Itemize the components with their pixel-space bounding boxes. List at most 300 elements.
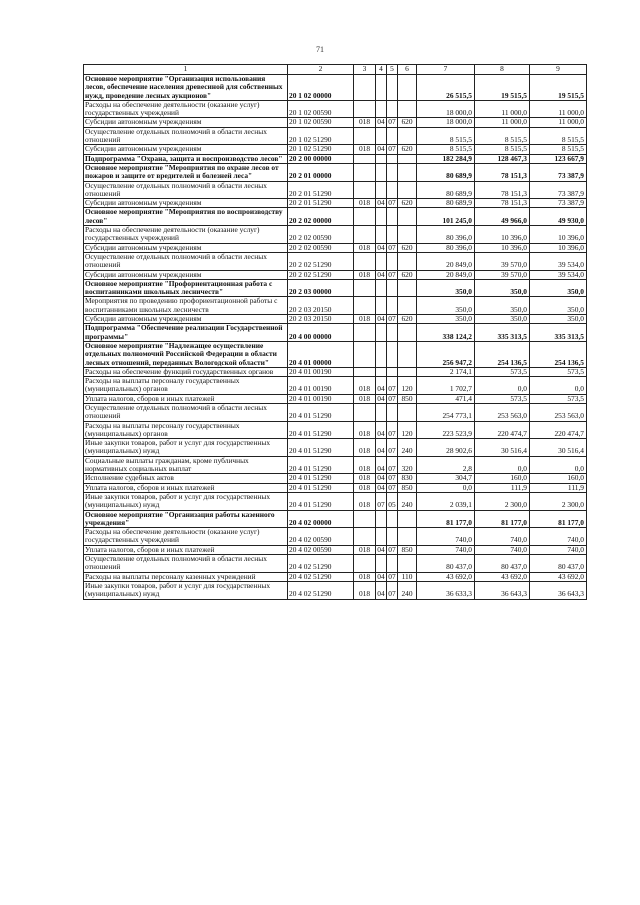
table-row (84, 394, 587, 403)
row-code-cell: 20 2 02 51290 (288, 252, 354, 270)
row-col4-cell: 04 (377, 243, 385, 252)
table-row (84, 528, 587, 546)
row-value8-cell: 350,0 (475, 315, 530, 324)
row-col3-cell: 018 (354, 199, 376, 208)
row-value7-cell: 304,7 (417, 474, 475, 483)
table-row (84, 341, 587, 367)
row-col3-cell (354, 367, 376, 376)
row-col3-cell: 018 (354, 243, 376, 252)
row-value8-cell: 49 966,0 (475, 208, 530, 226)
column-header: 2 (288, 65, 354, 75)
row-value9-cell: 573,5 (530, 367, 587, 376)
row-col4-cell: 04 (376, 377, 387, 395)
row-col4-cell (376, 163, 387, 181)
row-col5-cell (387, 127, 398, 145)
row-col4-cell: 04 (377, 144, 385, 154)
row-col5-cell (387, 181, 398, 199)
column-header: 9 (530, 65, 587, 75)
row-col5-cell: 07 (388, 198, 396, 208)
row-value9-cell: 0,0 (530, 456, 587, 474)
row-col4-cell (376, 324, 387, 342)
row-col3-cell (354, 341, 376, 367)
row-col5-cell: 07 (388, 473, 396, 483)
row-name-cell: Субсидии автономным учреждениям (84, 199, 288, 208)
row-col4-cell: 04 (377, 394, 385, 403)
row-value7-cell: 182 284,9 (417, 154, 475, 163)
row-value7-cell: 20 849,0 (417, 252, 475, 270)
row-code-cell: 20 4 01 51290 (288, 439, 354, 457)
row-value9-cell: 81 177,0 (530, 510, 587, 528)
row-col5-cell: 07 (388, 117, 396, 127)
row-value9-cell: 0,0 (530, 377, 587, 395)
row-col5-cell: 07 (387, 421, 398, 439)
row-value8-cell: 39 570,0 (475, 270, 530, 279)
row-value9-cell: 220 474,7 (530, 421, 587, 439)
table-row (84, 483, 587, 492)
row-col5-cell (387, 555, 398, 573)
row-col4-cell (376, 367, 387, 376)
row-value8-cell: 39 570,0 (475, 252, 530, 270)
row-col3-cell: 018 (354, 581, 376, 599)
table-row (84, 456, 587, 474)
row-code-cell: 20 2 02 51290 (288, 270, 354, 279)
table-row (84, 100, 587, 118)
table-row (84, 243, 587, 252)
table-row (84, 474, 587, 483)
row-code-cell: 20 2 01 00000 (288, 163, 354, 181)
row-col3-cell (354, 75, 376, 101)
row-col4-cell (376, 100, 387, 118)
row-value7-cell: 8 515,5 (417, 127, 475, 145)
row-value8-cell: 10 396,0 (475, 243, 530, 252)
row-value8-cell: 78 151,3 (475, 181, 530, 199)
table-row (84, 226, 587, 244)
row-value8-cell: 160,0 (475, 474, 530, 483)
row-col5-cell (387, 75, 398, 101)
row-col6-cell: 240 (398, 492, 417, 510)
row-name-cell: Основное мероприятие "Надлежащее осуществление отдельных полномочий Российской Федерации в области лесных отношений, переданных Вологодской области" (84, 341, 288, 367)
row-col3-cell: 018 (354, 394, 376, 403)
row-col3-cell (354, 324, 376, 342)
row-name-cell: Осуществление отдельных полномочий в области лесных отношений (84, 181, 288, 199)
row-col5-cell: 07 (388, 144, 396, 154)
row-value9-cell: 350,0 (530, 297, 587, 315)
row-value9-cell: 573,5 (530, 394, 587, 403)
row-col4-cell: 04 (377, 473, 385, 483)
table-row (84, 199, 587, 208)
row-col6-cell (398, 226, 417, 244)
row-code-cell: 20 4 01 00000 (288, 341, 354, 367)
row-name-cell: Основное мероприятие "Профориентационная работа с воспитанниками школьных лесничеств" (84, 279, 288, 297)
row-col4-cell: 04 (377, 545, 385, 554)
row-col6-cell (398, 75, 417, 101)
row-name-cell: Расходы на обеспечение деятельности (оказание услуг) государственных учреждений (84, 528, 288, 546)
row-value7-cell: 740,0 (417, 545, 475, 554)
table-row (84, 377, 587, 395)
row-col6-cell: 830 (398, 474, 417, 483)
row-value8-cell: 81 177,0 (475, 510, 530, 528)
row-col6-cell (398, 163, 417, 181)
row-col3-cell (354, 528, 376, 546)
row-value8-cell: 11 000,0 (475, 118, 530, 127)
row-code-cell: 20 2 02 00000 (288, 208, 354, 226)
row-name-cell: Основное мероприятие "Мероприятия по охране лесов от пожаров и защите от вредителей и болезней леса" (84, 163, 288, 181)
row-value8-cell: 0,0 (475, 456, 530, 474)
row-col4-cell: 04 (377, 117, 385, 127)
row-col5-cell: 07 (388, 270, 396, 279)
row-col6-cell (398, 100, 417, 118)
row-col3-cell (354, 226, 376, 244)
row-col6-cell (398, 297, 417, 315)
row-value8-cell: 2 300,0 (475, 492, 530, 510)
row-col5-cell: 07 (388, 243, 396, 252)
row-value9-cell: 73 387,9 (530, 181, 587, 199)
row-value7-cell: 43 692,0 (417, 572, 475, 581)
table-row (84, 367, 587, 376)
row-col4-cell (376, 279, 387, 297)
row-col3-cell: 018 (354, 377, 376, 395)
row-code-cell: 20 2 02 00590 (288, 226, 354, 244)
row-value7-cell: 36 633,3 (417, 581, 475, 599)
row-col3-cell: 018 (354, 492, 376, 510)
row-value9-cell: 8 515,5 (530, 145, 587, 154)
row-code-cell: 20 4 02 51290 (288, 555, 354, 573)
row-code-cell: 20 1 02 00590 (288, 118, 354, 127)
row-value9-cell: 30 516,4 (530, 439, 587, 457)
row-value8-cell: 8 515,5 (475, 127, 530, 145)
row-col4-cell: 04 (376, 421, 387, 439)
row-value9-cell: 123 667,9 (530, 154, 587, 163)
row-value7-cell: 18 000,0 (417, 118, 475, 127)
row-name-cell: Расходы на обеспечение функций государственных органов (84, 367, 288, 376)
table-row (84, 403, 587, 421)
table-row (84, 154, 587, 163)
row-col5-cell (387, 510, 398, 528)
table-row (84, 315, 587, 324)
row-value7-cell: 80 689,9 (417, 199, 475, 208)
row-col4-cell: 07 (376, 492, 387, 510)
row-col6-cell: 620 (398, 270, 417, 279)
row-value7-cell: 80 396,0 (417, 226, 475, 244)
row-name-cell: Осуществление отдельных полномочий в области лесных отношений (84, 403, 288, 421)
row-name-cell: Субсидии автономным учреждениям (84, 145, 288, 154)
row-value9-cell: 43 692,0 (530, 572, 587, 581)
row-col4-cell: 04 (377, 483, 385, 492)
row-col6-cell: 620 (398, 315, 417, 324)
row-col6-cell: 620 (398, 199, 417, 208)
row-value9-cell: 11 000,0 (530, 100, 587, 118)
row-col3-cell (354, 279, 376, 297)
row-value9-cell: 36 643,3 (530, 581, 587, 599)
row-value9-cell: 80 437,0 (530, 555, 587, 573)
row-code-cell: 20 4 01 00190 (288, 394, 354, 403)
row-col5-cell: 07 (387, 456, 398, 474)
row-code-cell: 20 4 01 51290 (288, 483, 354, 492)
table-row (84, 297, 587, 315)
row-col6-cell (398, 208, 417, 226)
row-name-cell: Субсидии автономным учреждениям (84, 270, 288, 279)
row-name-cell: Основное мероприятие "Организация работы казенного учреждения" (84, 510, 288, 528)
row-col6-cell: 850 (398, 483, 417, 492)
table-row (84, 163, 587, 181)
table-row (84, 545, 587, 554)
row-value8-cell: 0,0 (475, 377, 530, 395)
row-name-cell: Уплата налогов, сборов и иных платежей (84, 545, 288, 554)
table-row (84, 208, 587, 226)
row-value8-cell: 740,0 (475, 545, 530, 554)
row-name-cell: Основное мероприятие "Организация использования лесов, обеспечение населения древесиной для собственных нужд, проведение лесных аукционов" (84, 75, 288, 101)
row-col4-cell (376, 403, 387, 421)
row-name-cell: Осуществление отдельных полномочий в области лесных отношений (84, 555, 288, 573)
row-name-cell: Расходы на выплаты персоналу государственных (муниципальных) органов (84, 377, 288, 395)
row-col3-cell: 018 (354, 118, 376, 127)
row-col6-cell: 120 (398, 421, 417, 439)
table-row (84, 181, 587, 199)
row-col3-cell: 018 (354, 315, 376, 324)
table-row (84, 324, 587, 342)
row-value8-cell: 36 643,3 (475, 581, 530, 599)
row-col4-cell (376, 154, 387, 163)
row-col3-cell (354, 510, 376, 528)
row-col5-cell: 07 (387, 439, 398, 457)
table-header-row (84, 65, 587, 75)
row-code-cell: 20 4 02 51290 (288, 581, 354, 599)
row-value8-cell: 253 563,0 (475, 403, 530, 421)
row-col3-cell: 018 (354, 421, 376, 439)
row-value8-cell: 128 467,3 (475, 154, 530, 163)
table-row (84, 252, 587, 270)
row-value8-cell: 30 516,4 (475, 439, 530, 457)
row-col6-cell (398, 181, 417, 199)
row-value9-cell: 111,9 (530, 483, 587, 492)
row-value9-cell: 740,0 (530, 528, 587, 546)
table-row (84, 127, 587, 145)
row-code-cell: 20 2 01 51290 (288, 181, 354, 199)
row-value8-cell: 78 151,3 (475, 199, 530, 208)
table-row (84, 555, 587, 573)
row-name-cell: Мероприятия по проведению профориентационной работы с воспитанниками школьных лесничеств (84, 297, 288, 315)
row-value8-cell: 43 692,0 (475, 572, 530, 581)
row-code-cell: 20 4 01 00190 (288, 367, 354, 376)
row-code-cell: 20 1 02 00590 (288, 100, 354, 118)
row-col3-cell (354, 154, 376, 163)
row-value9-cell: 160,0 (530, 474, 587, 483)
row-code-cell: 20 4 01 51290 (288, 421, 354, 439)
row-value8-cell: 19 515,5 (475, 75, 530, 101)
table-row (84, 421, 587, 439)
row-value8-cell: 350,0 (475, 297, 530, 315)
row-code-cell: 20 4 01 00190 (288, 377, 354, 395)
column-header: 8 (475, 65, 530, 75)
row-value8-cell: 220 474,7 (475, 421, 530, 439)
table-row (84, 572, 587, 581)
table-row (84, 439, 587, 457)
page-number: 71 (316, 45, 324, 54)
row-value7-cell: 101 245,0 (417, 208, 475, 226)
row-code-cell: 20 2 00 00000 (288, 154, 354, 163)
row-col5-cell (387, 297, 398, 315)
row-value7-cell: 18 000,0 (417, 100, 475, 118)
column-header: 4 (376, 65, 387, 75)
row-value9-cell: 740,0 (530, 545, 587, 554)
row-col3-cell (354, 127, 376, 145)
row-col5-cell (387, 341, 398, 367)
row-value7-cell: 20 849,0 (417, 270, 475, 279)
row-value7-cell: 80 689,9 (417, 181, 475, 199)
row-code-cell: 20 4 02 00000 (288, 510, 354, 528)
row-col3-cell: 018 (354, 456, 376, 474)
row-name-cell: Социальные выплаты гражданам, кроме публичных нормативных социальных выплат (84, 456, 288, 474)
table-row (84, 279, 587, 297)
row-name-cell: Расходы на обеспечение деятельности (оказание услуг) государственных учреждений (84, 226, 288, 244)
table-row (84, 510, 587, 528)
row-value8-cell: 8 515,5 (475, 145, 530, 154)
row-value7-cell: 80 689,9 (417, 163, 475, 181)
column-header: 7 (417, 65, 475, 75)
row-value8-cell: 350,0 (475, 279, 530, 297)
budget-table (83, 64, 587, 600)
row-name-cell: Уплата налогов, сборов и иных платежей (84, 483, 288, 492)
column-header: 5 (387, 65, 398, 75)
row-col5-cell (387, 226, 398, 244)
row-col3-cell (354, 297, 376, 315)
row-col3-cell (354, 181, 376, 199)
row-col4-cell (376, 226, 387, 244)
row-code-cell: 20 4 00 00000 (288, 324, 354, 342)
row-code-cell: 20 1 02 51290 (288, 145, 354, 154)
row-name-cell: Расходы на выплаты персоналу казенных учреждений (84, 572, 288, 581)
row-col5-cell: 05 (387, 492, 398, 510)
row-col3-cell: 018 (354, 545, 376, 554)
row-code-cell: 20 4 01 51290 (288, 456, 354, 474)
row-value7-cell: 2 039,1 (417, 492, 475, 510)
row-name-cell: Уплата налогов, сборов и иных платежей (84, 394, 288, 403)
row-value7-cell: 350,0 (417, 315, 475, 324)
row-value8-cell: 111,9 (475, 483, 530, 492)
row-col5-cell (387, 367, 398, 376)
row-col6-cell: 620 (398, 145, 417, 154)
row-col4-cell: 04 (377, 198, 385, 208)
row-value9-cell: 8 515,5 (530, 127, 587, 145)
row-value7-cell: 81 177,0 (417, 510, 475, 528)
table-row (84, 145, 587, 154)
row-col6-cell: 850 (398, 394, 417, 403)
row-value7-cell: 26 515,5 (417, 75, 475, 101)
row-col5-cell (387, 324, 398, 342)
row-col6-cell: 320 (398, 456, 417, 474)
table-row (84, 118, 587, 127)
row-value7-cell: 8 515,5 (417, 145, 475, 154)
row-value9-cell: 254 136,5 (530, 341, 587, 367)
row-col5-cell (387, 279, 398, 297)
row-col5-cell (387, 528, 398, 546)
row-name-cell: Субсидии автономным учреждениям (84, 315, 288, 324)
row-code-cell: 20 2 02 00590 (288, 243, 354, 252)
row-col4-cell (376, 297, 387, 315)
row-value7-cell: 471,4 (417, 394, 475, 403)
row-value7-cell: 254 773,1 (417, 403, 475, 421)
row-name-cell: Осуществление отдельных полномочий в области лесных отношений (84, 127, 288, 145)
row-value7-cell: 2 174,1 (417, 367, 475, 376)
row-col5-cell: 07 (388, 545, 396, 554)
row-name-cell: Основное мероприятие "Мероприятия по воспроизводству лесов" (84, 208, 288, 226)
row-value9-cell: 39 534,0 (530, 252, 587, 270)
row-col3-cell (354, 208, 376, 226)
row-col6-cell (398, 367, 417, 376)
row-value9-cell: 10 396,0 (530, 243, 587, 252)
row-col3-cell (354, 252, 376, 270)
row-value9-cell: 11 000,0 (530, 118, 587, 127)
row-code-cell: 20 4 01 51290 (288, 403, 354, 421)
table-row (84, 270, 587, 279)
row-col6-cell: 120 (398, 377, 417, 395)
column-header: 1 (84, 65, 288, 75)
row-col4-cell (376, 555, 387, 573)
row-value7-cell: 28 902,6 (417, 439, 475, 457)
row-col5-cell (387, 154, 398, 163)
row-col6-cell: 620 (398, 243, 417, 252)
row-code-cell: 20 4 01 51290 (288, 474, 354, 483)
row-value8-cell: 78 151,3 (475, 163, 530, 181)
row-code-cell: 20 4 02 51290 (288, 572, 354, 581)
row-value7-cell: 0,0 (417, 483, 475, 492)
row-col5-cell: 07 (388, 394, 396, 403)
row-col3-cell: 018 (354, 270, 376, 279)
row-col4-cell (376, 510, 387, 528)
row-col5-cell: 07 (388, 572, 396, 581)
row-code-cell: 20 2 01 51290 (288, 199, 354, 208)
row-value8-cell: 573,5 (475, 394, 530, 403)
row-value7-cell: 2,8 (417, 456, 475, 474)
row-col5-cell: 07 (387, 581, 398, 599)
row-col5-cell: 07 (388, 483, 396, 492)
row-name-cell: Субсидии автономным учреждениям (84, 243, 288, 252)
row-name-cell: Субсидии автономным учреждениям (84, 118, 288, 127)
row-value7-cell: 256 947,2 (417, 341, 475, 367)
table-row (84, 492, 587, 510)
row-col4-cell: 04 (376, 439, 387, 457)
row-value8-cell: 740,0 (475, 528, 530, 546)
row-col6-cell: 110 (398, 572, 417, 581)
row-value9-cell: 335 313,5 (530, 324, 587, 342)
row-col6-cell (398, 324, 417, 342)
row-value8-cell: 80 437,0 (475, 555, 530, 573)
row-code-cell: 20 4 02 00590 (288, 528, 354, 546)
row-name-cell: Иные закупки товаров, работ и услуг для государственных (муниципальных) нужд (84, 581, 288, 599)
row-col4-cell (376, 208, 387, 226)
row-value9-cell: 73 387,9 (530, 163, 587, 181)
row-col3-cell (354, 403, 376, 421)
row-code-cell: 20 2 03 00000 (288, 279, 354, 297)
row-value9-cell: 19 515,5 (530, 75, 587, 101)
row-col4-cell (376, 127, 387, 145)
row-col5-cell (387, 208, 398, 226)
row-code-cell: 20 1 02 00000 (288, 75, 354, 101)
row-name-cell: Подпрограмма "Обеспечение реализации Государственной программы" (84, 324, 288, 342)
row-col6-cell (398, 252, 417, 270)
row-col4-cell: 04 (377, 314, 385, 324)
row-value8-cell: 254 136,5 (475, 341, 530, 367)
row-col6-cell: 620 (398, 118, 417, 127)
row-col6-cell (398, 127, 417, 145)
row-value8-cell: 11 000,0 (475, 100, 530, 118)
row-col4-cell: 04 (377, 572, 385, 581)
row-col5-cell: 07 (388, 314, 396, 324)
row-col4-cell (376, 528, 387, 546)
row-value7-cell: 350,0 (417, 279, 475, 297)
row-col3-cell (354, 163, 376, 181)
row-col6-cell: 240 (398, 439, 417, 457)
